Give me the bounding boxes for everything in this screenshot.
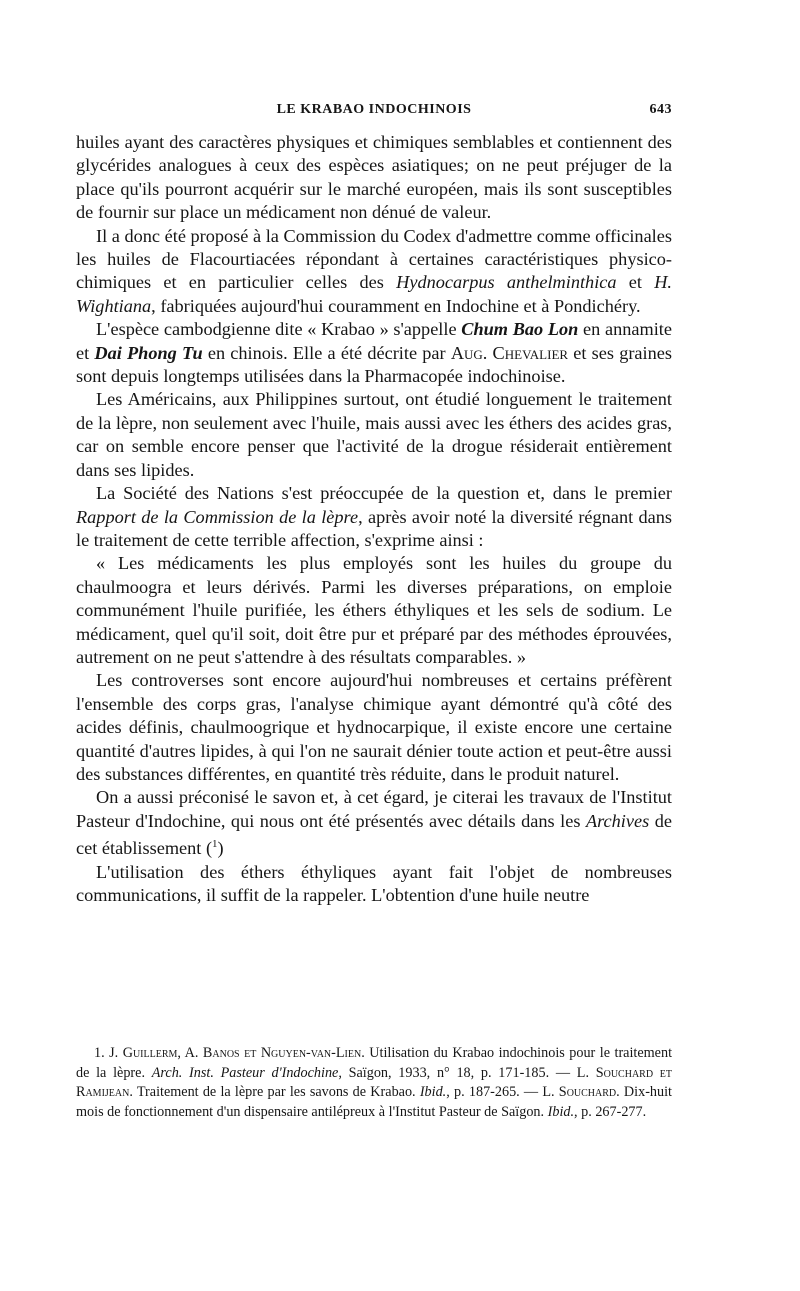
paragraph [76,861,672,908]
paragraph-text: Les Américains, aux Philippines surtout, ont étudié longuement le traitement de la lèpre, non seulement avec l'huile, mais aussi avec les éthers des acides gras, car on semble encore penser que l'activité de la drogue résiderait entièrement dans ses lipides. [76,389,672,480]
paragraph [76,482,672,552]
author-name: L. Souchard et Ramijean [76,1064,673,1101]
paragraph-text: Il a donc été proposé à la Commission du Codex d'admettre comme officinales les huiles de Flacourtiacées répondant à certaines caractéristiques physico-chimiques et en particulier celles des [76,225,672,293]
paragraph [76,131,672,225]
journal-name: Arch. Inst. Pasteur d'Indochine [151,1064,339,1081]
paragraph-text: ) [217,838,224,859]
paragraph-text: , après avoir noté la diversité régnant dans le traitement de cette terrible affection, s'exprime ainsi : [76,506,672,550]
journal-name: Ibid. [547,1104,575,1121]
paragraph-text: en chinois. Elle a été décrite par [202,342,451,363]
paragraph-text: L'utilisation des éthers éthyliques ayant fait l'objet de nombreuses communications, il suffit de la rappeler. L'obtention d'une huile neutre [76,861,672,906]
footnote-text: , p. 267-277. [574,1104,647,1121]
paragraph [76,318,672,388]
paragraph-text: La Société des Nations s'est préoccupée de la question et, dans le premier [96,483,672,504]
body-text [76,131,672,908]
journal-name: Ibid. [419,1084,447,1101]
paragraph-text: On a aussi préconisé le savon et, à cet égard, je citerai les travaux de l'Institut Pasteur d'Indochine, qui nous ont été présentés avec détails dans les [76,787,672,831]
paragraph [76,225,672,319]
running-title: LE KRABAO INDOCHINOIS [276,102,472,117]
footnotes [76,1044,672,1123]
footnote-number: 1. [94,1045,105,1061]
author-name: L. Souchard [542,1084,617,1101]
species-name: Hydnocarpus anthelminthica [396,272,617,293]
paragraph-text: et [616,272,655,293]
author-name: Aug. Chevalier [450,342,569,363]
footnote-text: , p. 187-265. — [446,1084,543,1101]
paragraph-text: en annamite et [76,319,672,363]
footnote [76,1044,672,1123]
footnote-text: , Saïgon, 1933, n° 18, p. 171-185. — [338,1064,577,1081]
paragraph-text: de cet établissement ( [76,810,672,859]
vernacular-name: Chum Bao Lon [461,319,579,340]
quotation [76,552,672,669]
species-name: H. Wightiana [76,272,672,316]
page-header [76,102,672,122]
journal-name: Archives [585,810,650,831]
footnote-text: . Utilisation du Krabao indochinois pour le traitement de la lèpre. [76,1045,673,1081]
paragraph [76,669,672,786]
page-number: 643 [649,102,672,117]
vernacular-name: Dai Phong Tu [94,342,203,363]
report-title: Rapport de la Commission de la lèpre [76,506,359,527]
paragraph-text: « Les médicaments les plus employés sont les huiles du groupe du chaulmoogra et leurs dérivés. Parmi les diverses préparations, on emploie communément l'huile purifiée, les éthers éthyliques et les sels de sodium. Le médicament, quel qu'il soit, doit être pur et préparé par des méthodes éprouvées, autrement on ne peut s'attendre à des résultats comparables. » [76,553,672,667]
author-name: J. Guillerm, A. Banos et Nguyen-van-Lien [109,1045,362,1061]
paragraph-text: , fabriquées aujourd'hui couramment en Indochine et à Pondichéry. [151,295,641,316]
footnote-text: . Dix-huit mois de fonctionnement d'un dispensaire antilépreux à l'Institut Pasteur de Saïgon. [76,1084,672,1121]
footnote-reference[interactable]: 1 [212,838,218,851]
paragraph-text: et ses graines sont depuis longtemps utilisées dans la Pharmacopée indochinoise. [76,342,672,387]
paragraph [76,786,672,860]
paragraph-text: huiles ayant des caractères physiques et chimiques semblables et contiennent des glycérides analogues à ceux des espèces asiatiques; on ne peut préjuger de la place qu'ils pourront acquérir sur le marché européen, mais ils sont susceptibles de fournir sur place un médicament non dénué de valeur. [76,132,672,223]
paragraph-text: Les controverses sont encore aujourd'hui nombreuses et certains préfèrent l'ensemble des corps gras, l'analyse chimique ayant démontré qu'à côté des acides définis, chaulmoogrique et hydnocarpique, il existe encore une certaine quantité d'autres lipides, à qui l'on ne saurait dénier toute action et peut-être aussi des substances différentes, en quantité très réduite, dans le produit naturel. [76,670,672,784]
footnote-text: . Traitement de la lèpre par les savons de Krabao. [129,1084,420,1101]
paragraph [76,388,672,482]
paragraph-text: L'espèce cambodgienne dite « Krabao » s'appelle [96,319,462,340]
